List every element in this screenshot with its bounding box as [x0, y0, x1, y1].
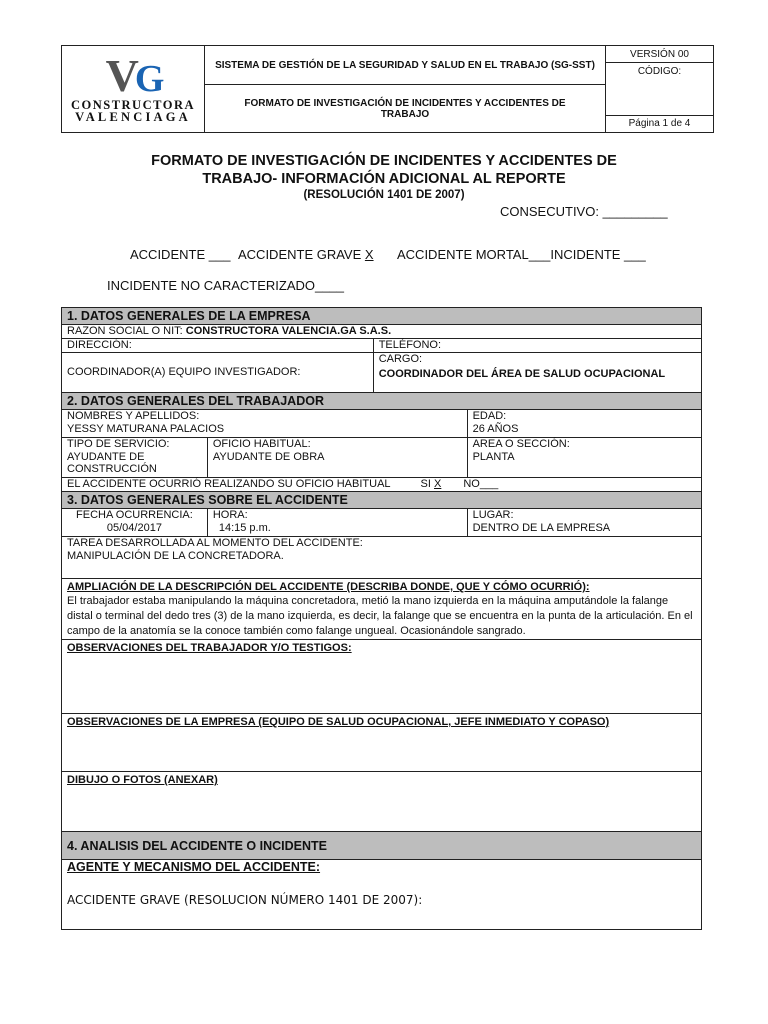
tarea-value: MANIPULACIÓN DE LA CONCRETADORA.	[67, 549, 284, 562]
section-4-title: 4. ANALISIS DEL ACCIDENTE O INCIDENTE	[62, 832, 702, 860]
razon-social-row: RAZON SOCIAL O NIT: CONSTRUCTORA VALENCIA.GA S.A.S.	[62, 325, 702, 339]
logo-line-1: CONSTRUCTORA	[70, 97, 196, 112]
document-header	[61, 45, 714, 133]
cargo-field: CARGO: COORDINADOR DEL ÁREA DE SALUD OCUPACIONAL	[373, 353, 701, 393]
lugar-value: DENTRO DE LA EMPRESA	[472, 521, 611, 534]
ampliacion-field	[62, 579, 702, 640]
oficio-value: AYUDANTE DE OBRA	[212, 450, 325, 463]
logo-monogram: VG	[105, 49, 161, 101]
main-title-line-2: TRABAJO- INFORMACIÓN ADICIONAL AL REPORTE	[202, 171, 566, 187]
tipo-servicio-field: TIPO DE SERVICIO: AYUDANTE DE CONSTRUCCIÓN	[62, 438, 208, 478]
telefono-field: TELÉFONO:	[373, 339, 701, 353]
resolution-subtitle: (RESOLUCIÓN 1401 DE 2007)	[303, 189, 465, 201]
main-title-line-1: FORMATO DE INVESTIGACIÓN DE INCIDENTES Y ACCIDENTES DE	[151, 153, 617, 169]
area-field: AREA O SECCIÓN: PLANTA	[467, 438, 701, 478]
ampliacion-text: El trabajador estaba manipulando la máquina concretadora, metió la mano izquierda en la máquina amputándole la falange distal o terminal del dedo tres (3) de la mano izquierda, es decir, la falange que se encuentra en la punta de la articulación. En el campo de la anatomía se la conoce también como falange ungueal. Ocasionándole sangrado.	[67, 594, 693, 637]
system-title: SISTEMA DE GESTIÓN DE LA SEGURIDAD Y SALUD EN EL TRABAJO (SG-SST)	[205, 46, 606, 85]
cargo-value: COORDINADOR DEL ÁREA DE SALUD OCUPACIONAL	[378, 367, 666, 380]
version: VERSIÓN 00	[606, 46, 714, 63]
oficio-field: OFICIO HABITUAL: AYUDANTE DE OBRA	[207, 438, 467, 478]
tarea-field: TAREA DESARROLLADA AL MOMENTO DEL ACCIDENTE: MANIPULACIÓN DE LA CONCRETADORA.	[62, 537, 702, 579]
accidente-grave-resolucion: ACCIDENTE GRAVE (RESOLUCION NÚMERO 1401 DE 2007):	[67, 892, 423, 907]
hora-field: HORA: 14:15 p.m.	[207, 509, 467, 537]
consecutivo-field: CONSECUTIVO: _________	[500, 204, 668, 219]
obs-trabajador-field: OBSERVACIONES DEL TRABAJADOR Y/O TESTIGOS:	[62, 640, 702, 714]
hora-value: 14:15 p.m.	[218, 521, 271, 534]
analisis-field	[62, 860, 702, 930]
ampliacion-label: AMPLIACIÓN DE LA DESCRIPCIÓN DEL ACCIDENTE (DESCRIBA DONDE, QUE Y CÓMO OCURRIÓ):	[67, 581, 590, 593]
oficio-habitual-row: EL ACCIDENTE OCURRIÓ REALIZANDO SU OFICIO HABITUAL SI X NO___	[62, 478, 702, 492]
format-title: FORMATO DE INVESTIGACIÓN DE INCIDENTES Y ACCIDENTES DE TRABAJO	[205, 85, 606, 133]
edad-value: 26 AÑOS	[472, 422, 519, 435]
page-number: Página 1 de 4	[606, 115, 714, 132]
area-value: PLANTA	[472, 450, 515, 463]
type-accidente: ACCIDENTE ___	[130, 247, 231, 262]
type-no-caracterizado: INCIDENTE NO CARACTERIZADO____	[107, 278, 344, 293]
obs-empresa-field: OBSERVACIONES DE LA EMPRESA (EQUIPO DE SALUD OCUPACIONAL, JEFE INMEDIATO Y COPASO)	[62, 714, 702, 772]
agente-label: AGENTE Y MECANISMO DEL ACCIDENTE:	[67, 860, 321, 874]
direccion-field: DIRECCIÓN:	[62, 339, 374, 353]
section-1-title: 1. DATOS GENERALES DE LA EMPRESA	[62, 308, 702, 325]
company-logo	[62, 46, 205, 133]
section-2-title: 2. DATOS GENERALES DEL TRABAJADOR	[62, 393, 702, 410]
section-3-title: 3. DATOS GENERALES SOBRE EL ACCIDENTE	[62, 492, 702, 509]
code-label: CÓDIGO:	[606, 63, 714, 116]
type-mortal-incidente: ACCIDENTE MORTAL___INCIDENTE ___	[397, 247, 646, 262]
type-accidente-grave: ACCIDENTE GRAVE X	[238, 247, 374, 262]
edad-field: EDAD: 26 AÑOS	[467, 410, 701, 438]
razon-social-value: CONSTRUCTORA VALENCIA.GA S.A.S.	[185, 325, 392, 337]
tipo-servicio-value: AYUDANTE DE CONSTRUCCIÓN	[67, 450, 157, 475]
logo-line-2: VALENCIAGA	[75, 109, 191, 124]
nombres-field: NOMBRES Y APELLIDOS: YESSY MATURANA PALACIOS	[62, 410, 468, 438]
fecha-field: FECHA OCURRENCIA: 05/04/2017	[62, 509, 208, 537]
investigation-form	[61, 307, 702, 930]
si-mark: X	[434, 478, 442, 490]
nombres-value: YESSY MATURANA PALACIOS	[67, 422, 225, 435]
fecha-value: 05/04/2017	[106, 521, 162, 534]
lugar-field: LUGAR: DENTRO DE LA EMPRESA	[467, 509, 701, 537]
grave-mark: X	[364, 247, 374, 262]
dibujo-field: DIBUJO O FOTOS (ANEXAR)	[62, 772, 702, 832]
coordinador-field: COORDINADOR(A) EQUIPO INVESTIGADOR:	[62, 353, 374, 393]
